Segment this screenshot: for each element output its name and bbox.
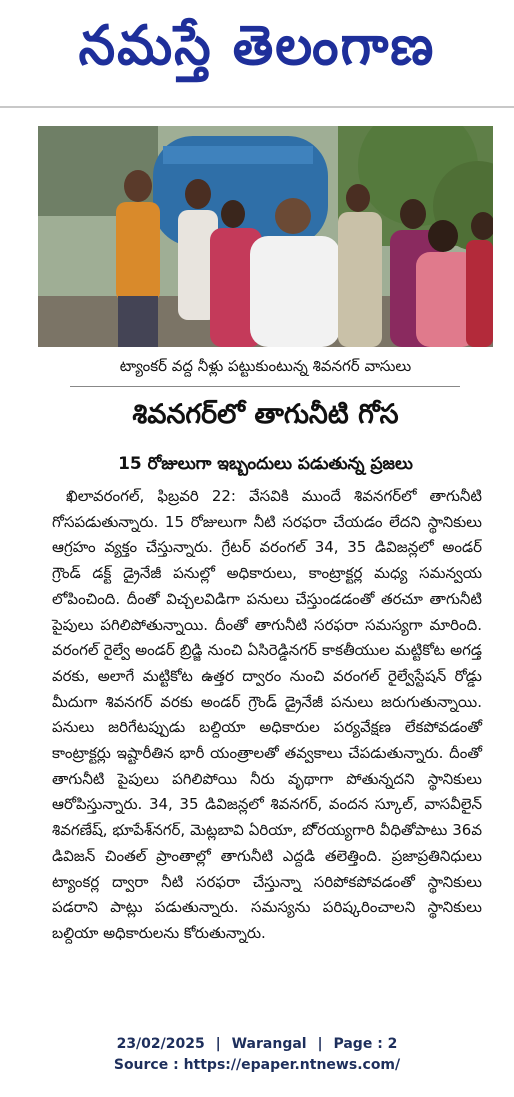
article-body xyxy=(52,484,482,947)
article-subheadline: 15 రోజులుగా ఇబ్బందులు పడుతున్న ప్రజలు xyxy=(118,454,413,474)
footer-separator: | xyxy=(215,1036,221,1052)
article-headline: శివనగర్‌లో తాగునీటి గోస xyxy=(132,399,399,430)
footer-city: Warangal xyxy=(231,1036,307,1052)
footer-date: 23/02/2025 xyxy=(116,1036,205,1052)
news-photo xyxy=(38,126,493,347)
page-footer xyxy=(0,1034,514,1076)
photo-caption: ట్యాంకర్ వద్ద నీళ్లు పట్టుకుంటున్న శివనగర్ వాసులు xyxy=(119,357,412,375)
masthead xyxy=(0,0,514,108)
newspaper-title: నమస్తే తెలంగాణ xyxy=(78,14,436,78)
footer-source[interactable]: Source : https://epaper.ntnews.com/ xyxy=(113,1057,401,1073)
footer-page: Page : 2 xyxy=(333,1036,398,1052)
footer-edition-line xyxy=(0,1034,514,1055)
photo-illustration xyxy=(38,126,493,347)
masthead-divider xyxy=(0,106,514,108)
caption-divider xyxy=(70,386,460,387)
footer-separator: | xyxy=(317,1036,323,1052)
article-paragraph: ఖిలావరంగల్, ఫిబ్రవరి 22: వేసవికి ముందే శివనగర్‌లో తాగునీటి గోసపడుతున్నారు. 15 రోజులుగా నీటి సరఫరా చేయడం లేదని స్థానికులు ఆగ్రహం వ్యక్తం చేస్తున్నారు. గ్రేటర్ వరంగల్ 34, 35 డివిజన్లలో అండర్ గ్రౌండ్ డక్ట్ డ్రైనేజీ పనుల్లో అధికారులు, కాంట్రాక్టర్ల మధ్య సమన్వయ లోపించింది. దీంతో విచ్చలవిడిగా పనులు చేస్తుండడంతో తరచూ తాగునీటి పైపులు పగిలిపోతున్నాయి. దీంతో తాగునీటి సరఫరా సమస్యగా మారింది. వరంగల్ రైల్వే అండర్ బ్రిడ్జి నుంచి ఏసిరెడ్డినగర్ కాకతీయుల మట్టికోట అగడ్త వరకు, అలాగే మట్టికోట ఉత్తర ద్వారం నుంచి వరంగల్ రైల్వేస్టేషన్ రోడ్డు మీదుగా శివనగర్ వరకు అండర్ గ్రౌండ్ డ్రైనేజీ పనులు జరుగుతున్నాయి. పనులు జరిగేటప్పుడు బల్దియా అధికారుల పర్యవేక్షణ లేకపోవడంతో కాంట్రాక్టర్లు ఇష్టారీతిన భారీ యంత్రాలతో తవ్వకాలు చేపడుతున్నారు. దీంతో తాగునీటి పైపులు పగిలిపోయి నీరు వృథాగా పోతున్నదని స్థానికులు ఆరోపిస్తున్నారు. 34, 35 డివిజన్లలో శివనగర్, వందన స్కూల్, వాసవీలైన్ శివగణేష్, భూపేశ్‌నగర్, మెట్లబావి ఏరియా, బొ్రయ్యగారి వీధితోపాటు 36వ డివిజన్ చింతల్ ప్రాంతాల్లో తాగునీటి ఎద్దడి తలెత్తింది. ప్రజాప్రతినిధులు ట్యాంకర్ల ద్వారా నీటి సరఫరా చేస్తున్నా సరిపోకపోవడంతో స్థానికులు పడరాని పాట్లు పడుతున్నారు. సమస్యను పరిష్కరించాలని స్థానికులు బల్దియా అధికారులను కోరుతున్నారు. xyxy=(52,487,482,942)
